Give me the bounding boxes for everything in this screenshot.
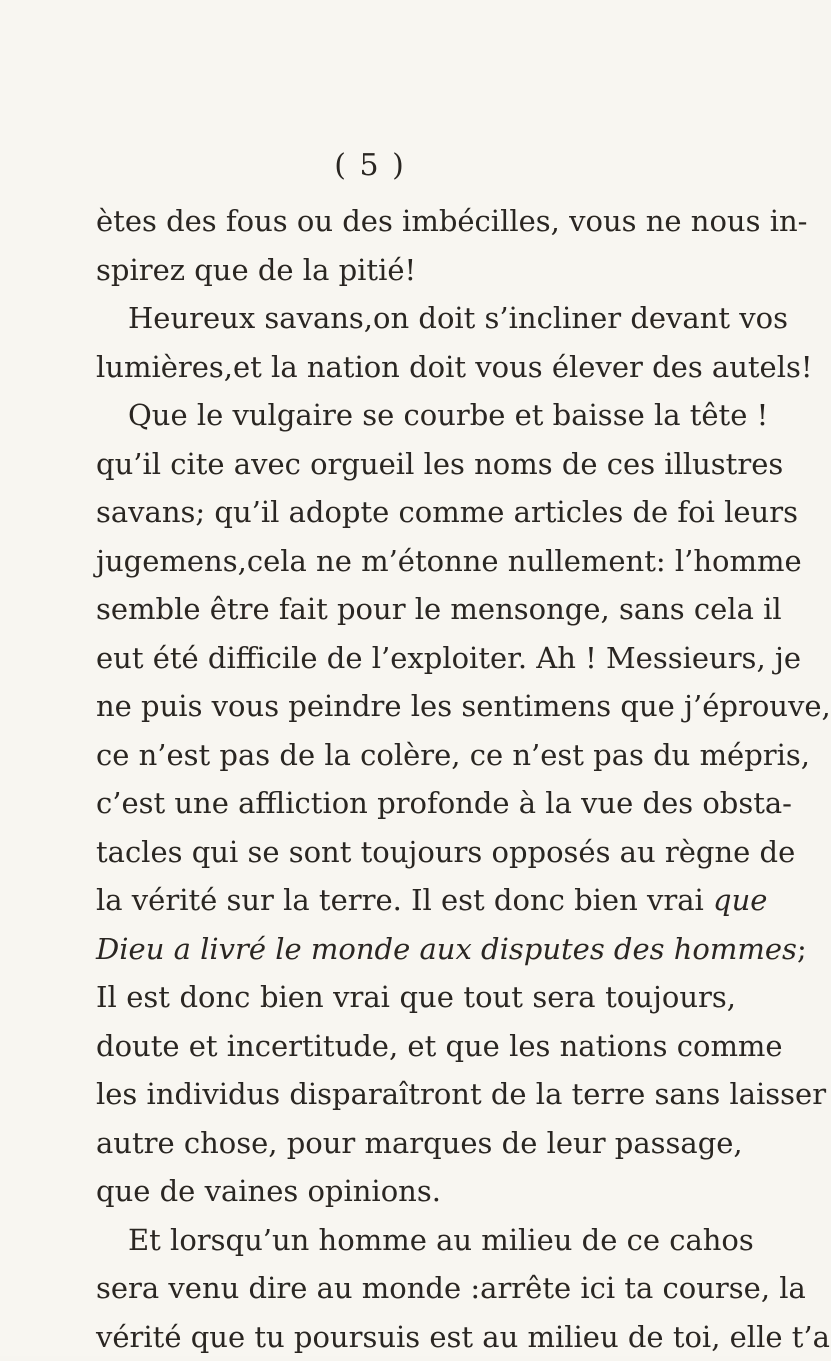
italic-segment: Dieu a livré le monde aux disputes des hommes <box>96 932 797 966</box>
text-line-mixed <box>96 876 736 925</box>
text-line-mixed <box>96 925 736 974</box>
text-line: les individus disparaîtront de la terre sans laisser <box>96 1070 736 1119</box>
text-line: que de vaines opinions. <box>96 1167 736 1216</box>
text-line: tacles qui se sont toujours opposés au règne de <box>96 828 736 877</box>
text-line: semble être fait pour le mensonge, sans cela il <box>96 585 736 634</box>
text-line: vérité que tu poursuis est au milieu de toi, elle t’a <box>96 1313 736 1361</box>
text-line: spirez que de la pitié! <box>96 246 736 295</box>
text-line: Il est donc bien vrai que tout sera toujours, <box>96 973 736 1022</box>
text-segment: ; <box>797 932 807 966</box>
text-line: eut été difficile de l’exploiter. Ah ! Messieurs, je <box>96 634 736 683</box>
page-number: ( 5 ) <box>0 148 740 183</box>
text-line: c’est une affliction profonde à la vue des obsta- <box>96 779 736 828</box>
text-line: autre chose, pour marques de leur passage, <box>96 1119 736 1168</box>
paragraph-start-line: Et lorsqu’un homme au milieu de ce cahos <box>96 1216 736 1265</box>
text-line: savans; qu’il adopte comme articles de foi leurs <box>96 488 736 537</box>
text-line: jugemens,cela ne m’étonne nullement: l’homme <box>96 537 736 586</box>
text-line: doute et incertitude, et que les nations comme <box>96 1022 736 1071</box>
italic-segment: que <box>713 883 767 917</box>
text-segment: la vérité sur la terre. Il est donc bien vrai <box>96 883 713 917</box>
text-line: ne puis vous peindre les sentimens que j’éprouve, <box>96 682 736 731</box>
paragraph-start-line: Que le vulgaire se courbe et baisse la tête ! <box>96 391 736 440</box>
text-line: lumières,et la nation doit vous élever des autels! <box>96 343 736 392</box>
text-line: sera venu dire au monde :arrête ici ta course, la <box>96 1264 736 1313</box>
page-text <box>96 197 736 1361</box>
text-line: ce n’est pas de la colère, ce n’est pas du mépris, <box>96 731 736 780</box>
text-line: qu’il cite avec orgueil les noms de ces illustres <box>96 440 736 489</box>
text-line: ètes des fous ou des imbécilles, vous ne nous in- <box>96 197 736 246</box>
paragraph-start-line: Heureux savans,on doit s’incliner devant vos <box>96 294 736 343</box>
